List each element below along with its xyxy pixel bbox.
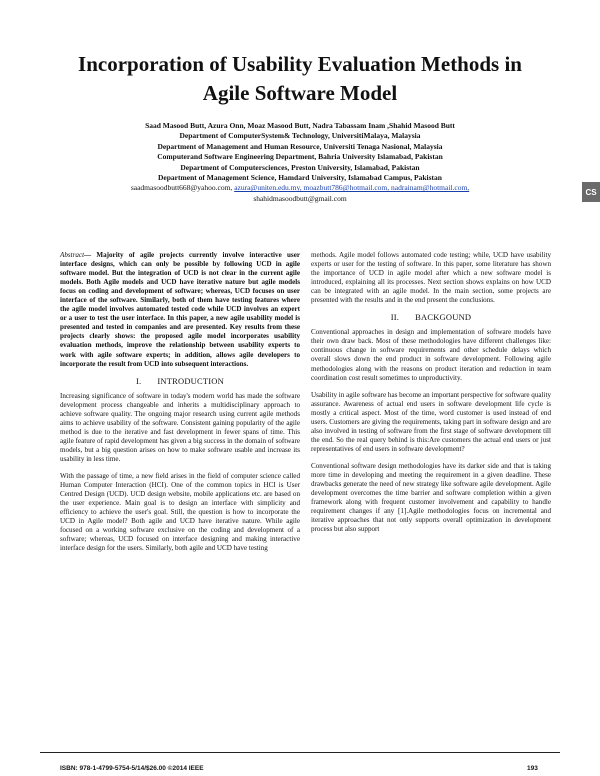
email-list	[60, 183, 540, 193]
title-line-1: Incorporation of Usability Evaluation Methods in	[78, 52, 522, 76]
title-line-2: Agile Software Model	[202, 81, 398, 105]
abstract-label: Abstract	[60, 251, 85, 259]
affiliation: Department of Management Science, Hamdard University, Islamabad Campus, Pakistan	[158, 173, 442, 183]
email-links[interactable]: azura@uniten.edu.my, moazbutt786@hotmail.com, nadrainam@hotmail.com,	[234, 183, 470, 193]
section-number: II.	[390, 312, 400, 323]
paragraph: methods. Agile model follows automated code testing; while, UCD have usability experts or user for the testing of software. In this paper, some literature has shown the importance of UCD in agile model after which a new software model is introduced, explaining all its processes. Next section shows explains on how UCD can be integrated with an agile model. In the main section, some projects are presented with the results and in the end present the conclusions.	[311, 251, 551, 305]
footer-divider	[40, 752, 560, 753]
section-title: INTRODUCTION	[157, 375, 224, 386]
affiliation: Department of ComputerSystem& Technology, UniversitiMalaya, Malaysia	[179, 131, 421, 141]
left-column	[60, 251, 300, 561]
abstract	[60, 251, 300, 369]
isbn-footer: ISBN: 978-1-4799-5754-5/14/$26.00 ©2014 IEEE	[60, 765, 204, 772]
email-last: shahidmasoodbutt@gmail.com	[253, 193, 347, 203]
section-heading-introduction	[60, 377, 300, 386]
paragraph: Conventional software design methodologies have its darker side and that is taking more time in developing and meeting the requirement in a given deadline. These drawbacks generate the need of new strategy like software agile development. Agile development overcomes the time barrier and software completion within a given framework along with frequent customer involvement and capability to handle requirement changes if any [1].Agile methodologies focus on incremental and iterative approaches that not only supports overall optimization in development process but also support	[311, 461, 551, 534]
author-names: Saad Masood Butt, Azura Onn, Moaz Masood Butt, Nadra Tabassam Inam ,Shahid Masood Butt	[145, 121, 455, 130]
affiliation: Department of Management and Human Resource, Universiti Tenaga Nasional, Malaysia	[157, 141, 443, 151]
paper-title	[40, 50, 560, 108]
paragraph: With the passage of time, a new field arises in the field of computer science called Human Computer Interaction (HCI). One of the common topics in HCI is User Centred Design (UCD). UCD design website, mobile applications etc. are based on the user experience. Main goal is to design an interface with simplicity and efficiency to achieve the user's goal. Still, the question is how to incorporate the UCD in Agile model? Both agile and UCD have iterative nature. While agile focused on a working software exclusive on the coding and development of a software; whereas, UCD focused on interface designing and making interactive interface design for the users. Similarly, both agile and UCD have testing	[60, 472, 300, 553]
author-block	[60, 121, 540, 204]
paragraph: Increasing significance of software in today's modern world has made the software development process changeable and inherits a multidisciplinary approach to achieve software quality. The ongoing major research using current agile methods aims to achieve usability of the software. Consistent gaining popularity of the agile method is due to the iterative and fast development in fewer spans of time. This agile feature of rapid development has given a big success in the domain of software models, but a big question arises on how to make software usable and increase its usability in less time.	[60, 391, 300, 463]
section-number: I.	[136, 375, 142, 386]
email-primary: saadmasoodbutt668@yahoo.com,	[130, 183, 233, 193]
page-number: 193	[527, 765, 538, 772]
abstract-text: — Majority of agile projects currently involve interactive user interface designs, which can only be possible by following UCD in agile software model. But the integration of UCD is not clear in the current agile models. Both Agile models and UCD have iterative nature but agile models focus on coding and development of software; whereas, UCD focuses on user interface of the software. Similarly, both of them have testing features where the agile model involves automated tested code while UCD involves an expert or a user to test the user interface. In this paper, a new agile usability model is presented and tested in companies and are presented. Key results from these projects clearly shows: the proposed agile model incorporates usability evaluation methods, improve the relationship between usability experts to work with agile software experts; in addition, allows agile developers to incorporate the result from UCD into subsequent interactions.	[60, 251, 300, 368]
right-column	[311, 251, 551, 542]
section-title: BACKGOUND	[415, 312, 472, 323]
paragraph: Conventional approaches in design and implementation of software models have their own draw back. Most of these methodologies have different challenges like: continuous change in software requirements and other schedule delays which overall slows down the end product in software development. Following agile methodologies along with the reasons on product iteration and reduction in team coordination cost result sometimes to unproductivity.	[311, 328, 551, 382]
affiliation: Computerand Software Engineering Department, Bahria University Islamabad, Pakistan	[157, 152, 443, 162]
section-tab: CS	[582, 182, 600, 202]
email-last-line	[60, 194, 540, 204]
affiliation: Department of Computersciences, Preston University, Islamabad, Pakistan	[180, 162, 420, 172]
section-heading-background	[311, 313, 551, 322]
paragraph: Usability in agile software has become an important perspective for software quality assurance. Awareness of actual end users in software development life cycle is mostly a critical aspect. Most of the time, word customer is used instead of end users. Customers are giving the requirements, taking part in software design and are also involved in testing of software from the first stage of software development till the end. So the real query behind is this:Are customers the actual end users or just representatives of end users in software development?	[311, 390, 551, 453]
